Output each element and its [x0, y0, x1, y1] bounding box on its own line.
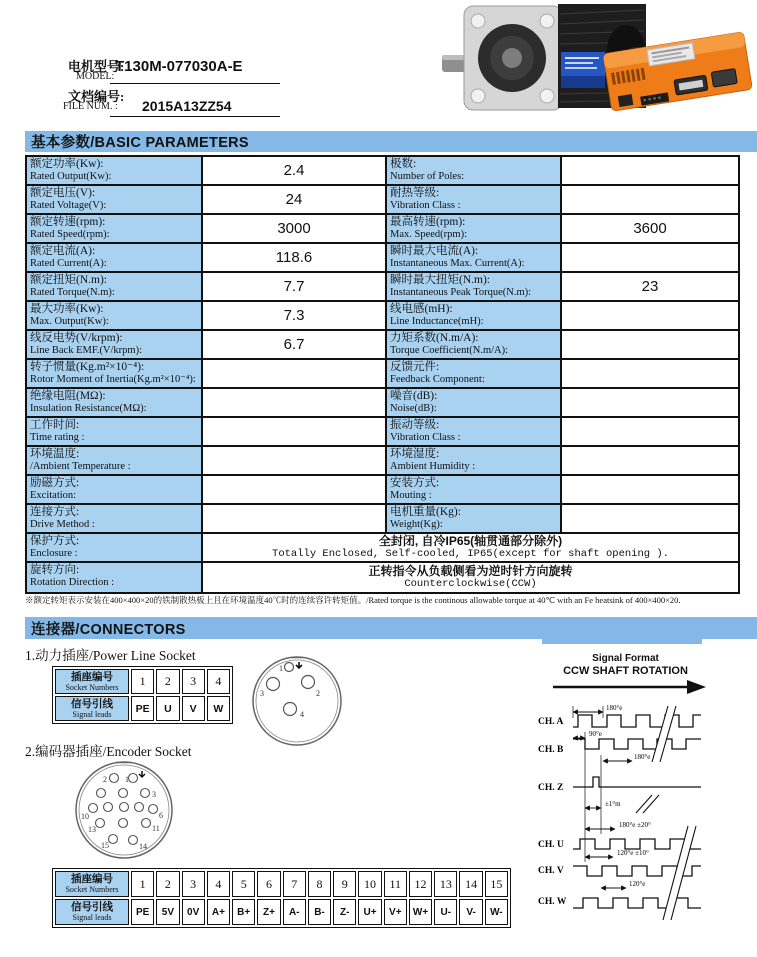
parameter-label-right: 线电感(mH): Line Inductance(mH):: [387, 302, 562, 329]
waveform-ch-z: [573, 777, 701, 787]
encoder-numbers-row: [54, 870, 509, 898]
parameter-label-right: 瞬时最大扭矩(N.m): Instantaneous Peak Torque(N.m):: [387, 273, 562, 300]
encoder-socket-lead: V-: [459, 899, 482, 925]
parameter-label-left: 额定转速(rpm): Rated Speed(rpm):: [27, 215, 203, 242]
encoder-socket-number: 13: [434, 871, 457, 897]
parameter-label-right: 振动等级: Vibration Class :: [387, 418, 562, 445]
key-arrow-icon: [296, 662, 302, 668]
parameter-value-left: 7.7: [203, 273, 387, 300]
parameter-label-left: 额定扭矩(N.m): Rated Torque(N.m):: [27, 273, 203, 300]
svg-text:1: 1: [125, 775, 129, 784]
power-socket-number: 3: [182, 669, 205, 694]
svg-text:180°e: 180°e: [634, 753, 651, 761]
parameter-value-right: [562, 186, 738, 213]
power-socket-number: 4: [207, 669, 230, 694]
power-numbers-header: 插座编号 Socket Numbers: [55, 669, 129, 694]
parameter-row: [27, 244, 738, 273]
svg-text:120°e: 120°e: [629, 880, 646, 888]
product-photos: [440, 0, 757, 130]
parameter-label-left: 额定电流(A): Rated Current(A):: [27, 244, 203, 271]
parameter-label-right: 噪音(dB): Noise(dB):: [387, 389, 562, 416]
parameter-label-left: 转子惯量(Kg.m²×10⁻⁴): Rotor Moment of Inertia(Kg.m²×10⁻⁴):: [27, 360, 203, 387]
encoder-socket-lead: Z+: [257, 899, 280, 925]
power-leads-row: [54, 695, 231, 722]
parameter-row: [27, 273, 738, 302]
encoder-socket-number: 9: [333, 871, 356, 897]
encoder-socket-lead: W+: [409, 899, 432, 925]
encoder-socket-lead: V+: [384, 899, 407, 925]
parameter-label-left: 连接方式: Drive Method :: [27, 505, 203, 532]
parameter-value-right: [562, 244, 738, 271]
signal-format-title: Signal Format CCW SHAFT ROTATION: [563, 653, 688, 677]
parameter-label-right: 瞬时最大电流(A): Instantaneous Max. Current(A):: [387, 244, 562, 271]
parameter-value-left: 3000: [203, 215, 387, 242]
parameter-value-right: [562, 476, 738, 503]
encoder-socket-number: 6: [257, 871, 280, 897]
svg-text:CH. A: CH. A: [538, 717, 564, 727]
encoder-socket-number: 10: [358, 871, 381, 897]
parameter-value-left: 2.4: [203, 157, 387, 184]
encoder-socket-lead: PE: [131, 899, 154, 925]
parameter-value-right: [562, 389, 738, 416]
encoder-socket-lead: 0V: [182, 899, 205, 925]
parameter-value-right: [562, 418, 738, 445]
model-underline: [110, 63, 280, 84]
encoder-socket-number: 4: [207, 871, 230, 897]
svg-text:2: 2: [103, 775, 107, 784]
parameter-label-left: 额定功率(Kw): Rated Output(Kw):: [27, 157, 203, 184]
encoder-leads-header: 信号引线 Signal leads: [55, 899, 129, 925]
encoder-socket-lead: Z-: [333, 899, 356, 925]
parameter-row: [27, 331, 738, 360]
parameter-value-right: [562, 157, 738, 184]
power-numbers-row: [54, 668, 231, 695]
encoder-socket-number: 7: [283, 871, 306, 897]
parameter-row: [27, 157, 738, 186]
parameter-label-right: 环境湿度: Ambient Humidity :: [387, 447, 562, 474]
svg-text:CH. B: CH. B: [538, 745, 564, 755]
encoder-socket-lead: U-: [434, 899, 457, 925]
parameter-row: [27, 389, 738, 418]
parameter-row: [27, 302, 738, 331]
encoder-socket-lead: B+: [232, 899, 255, 925]
encoder-socket-table: [52, 868, 511, 928]
svg-text:1: 1: [279, 664, 283, 673]
parameter-value-left: [203, 360, 387, 387]
parameter-value-left: 118.6: [203, 244, 387, 271]
power-socket-title: 1.动力插座/Power Line Socket: [25, 648, 196, 663]
section-basic-parameters: 基本参数/BASIC PARAMETERS: [25, 131, 757, 152]
torque-footnote: ※额定转矩表示安装在400×400×20的铁制散热板上且在环境温度40℃时的连续容许转矩值。/Rated torque is the continous allowable torque at 40℃ with an Fe heatsink of 400×400×20.: [25, 595, 681, 605]
parameter-label-left: 励磁方式: Excitation:: [27, 476, 203, 503]
model-label-en: MODEL:: [76, 71, 115, 82]
parameter-value-left: 7.3: [203, 302, 387, 329]
encoder-socket-number: 2: [156, 871, 179, 897]
parameter-value-right: [562, 331, 738, 358]
parameter-value-right: [562, 302, 738, 329]
encoder-socket-number: 15: [485, 871, 508, 897]
waveform-ch-a: [573, 715, 701, 727]
parameter-value-right: [562, 505, 738, 532]
encoder-socket-title: 2.编码器插座/Encoder Socket: [25, 744, 192, 759]
svg-text:120°e ±10°: 120°e ±10°: [617, 849, 649, 857]
svg-text:CH. W: CH. W: [538, 897, 567, 907]
svg-text:10: 10: [81, 812, 89, 821]
parameter-row: [27, 360, 738, 389]
parameter-label-right: 安装方式: Mouting :: [387, 476, 562, 503]
svg-text:11: 11: [152, 824, 160, 833]
parameter-value-left: 24: [203, 186, 387, 213]
parameter-row: [27, 418, 738, 447]
parameter-value-right: 3600: [633, 220, 667, 237]
svg-text:13: 13: [88, 825, 96, 834]
encoder-socket-lead: 5V: [156, 899, 179, 925]
svg-text:14: 14: [139, 842, 147, 851]
parameter-row: [27, 505, 738, 534]
encoder-socket-number: 5: [232, 871, 255, 897]
svg-text:15: 15: [101, 841, 109, 850]
model-value: T130M-077030A-E: [115, 58, 243, 75]
encoder-socket-lead: A+: [207, 899, 230, 925]
svg-text:CH. U: CH. U: [538, 840, 564, 850]
power-leads-header: 信号引线 Signal leads: [55, 696, 129, 721]
section-connectors: 连接器/CONNECTORS: [25, 617, 757, 639]
encoder-socket-number: 8: [308, 871, 331, 897]
power-connector-diagram: [248, 653, 348, 749]
model-label-cn: 电机型号:: [68, 59, 125, 74]
encoder-socket-lead: U+: [358, 899, 381, 925]
power-socket-lead: V: [182, 696, 205, 721]
parameter-label-right: 电机重量(Kg): Weight(Kg):: [387, 505, 562, 532]
encoder-socket-lead: W-: [485, 899, 508, 925]
svg-text:4: 4: [300, 710, 304, 719]
section-connectors-step: [542, 639, 702, 644]
svg-text:90°e: 90°e: [589, 730, 602, 738]
parameter-label-left: 环境温度: /Ambient Temperature :: [27, 447, 203, 474]
power-socket-lead: PE: [131, 696, 154, 721]
parameter-label-left: 线反电势(V/krpm): Line Back EMF.(V/krpm):: [27, 331, 203, 358]
break-mark: [636, 795, 652, 813]
parameter-label-right: 耐热等级: Vibration Class :: [387, 186, 562, 213]
parameter-label-left: 额定电压(V): Rated Voltage(V):: [27, 186, 203, 213]
svg-text:2: 2: [316, 689, 320, 698]
svg-text:±1°m: ±1°m: [605, 800, 621, 808]
encoder-socket-number: 14: [459, 871, 482, 897]
parameter-value-left: [203, 389, 387, 416]
parameter-label-right: 反馈元件: Feedback Component:: [387, 360, 562, 387]
parameter-row: [27, 215, 738, 244]
svg-text:3: 3: [260, 689, 264, 698]
rotation-row: [27, 563, 738, 592]
file-underline: [110, 96, 280, 117]
svg-text:180°e: 180°e: [606, 704, 623, 712]
parameter-label-right: 极数: Number of Poles:: [387, 157, 562, 184]
svg-text:CH. Z: CH. Z: [538, 783, 564, 793]
encoder-socket-number: 3: [182, 871, 205, 897]
parameter-value-left: 6.7: [203, 331, 387, 358]
parameter-value-right: [562, 447, 738, 474]
parameter-value-left: [203, 476, 387, 503]
parameter-label-left: 绝缘电阻(MΩ): Insulation Resistance(MΩ):: [27, 389, 203, 416]
parameter-value-left: [203, 505, 387, 532]
encoder-socket-number: 11: [384, 871, 407, 897]
parameter-label-left: 最大功率(Kw): Max. Output(Kw):: [27, 302, 203, 329]
file-value: 2015A13ZZ54: [142, 98, 232, 114]
parameter-value-left: [203, 418, 387, 445]
parameter-value-left: [203, 447, 387, 474]
parameter-label-left: 工作时间: Time rating :: [27, 418, 203, 445]
power-socket-number: 2: [156, 669, 179, 694]
svg-text:6: 6: [159, 811, 163, 820]
encoder-numbers-header: 插座编号 Socket Numbers: [55, 871, 129, 897]
signal-waveform-diagram: [535, 650, 757, 940]
encoder-socket-number: 12: [409, 871, 432, 897]
parameter-label-right: 力矩系数(N.m/A): Torque Coefficient(N.m/A):: [387, 331, 562, 358]
rotation-label: 旋转方向: Rotation Direction :: [27, 563, 203, 592]
parameter-row: [27, 186, 738, 215]
power-socket-lead: W: [207, 696, 230, 721]
encoder-socket-lead: A-: [283, 899, 306, 925]
waveform-ch-b: [573, 739, 701, 749]
parameter-label-right: 最高转速(rpm): Max. Speed(rpm):: [387, 215, 562, 242]
enclosure-label: 保护方式: Enclosure :: [27, 534, 203, 561]
parameter-row: [27, 447, 738, 476]
svg-text:180°e ±20°: 180°e ±20°: [619, 821, 651, 829]
power-socket-table: [52, 666, 233, 724]
enclosure-row: [27, 534, 738, 563]
parameter-value-right: [562, 360, 738, 387]
break-mark: [663, 826, 696, 920]
key-arrow-icon: [139, 771, 145, 777]
parameter-row: [27, 476, 738, 505]
power-socket-lead: U: [156, 696, 179, 721]
enclosure-value: 全封闭, 自冷IP65(轴贯通部分除外) Totally Enclosed, Self-cooled, IP65(except for shaft opening ).: [272, 534, 669, 560]
svg-text:3: 3: [152, 790, 156, 799]
power-socket-number: 1: [131, 669, 154, 694]
file-label-en: FILE NUM. :: [63, 101, 118, 112]
encoder-connector-diagram: [70, 758, 180, 863]
rotation-value: 正转指令从负载侧看为逆时针方向旋转 Counterclockwise(CCW): [368, 564, 573, 590]
basic-parameters-table: [25, 155, 740, 594]
svg-text:CH. V: CH. V: [538, 866, 564, 876]
encoder-socket-number: 1: [131, 871, 154, 897]
encoder-socket-lead: B-: [308, 899, 331, 925]
file-label-cn: 文档编号:: [68, 89, 125, 104]
parameter-value-right: 23: [641, 278, 659, 295]
encoder-leads-row: [54, 898, 509, 926]
waveform-ch-w: [573, 898, 701, 908]
break-mark: [652, 706, 676, 762]
